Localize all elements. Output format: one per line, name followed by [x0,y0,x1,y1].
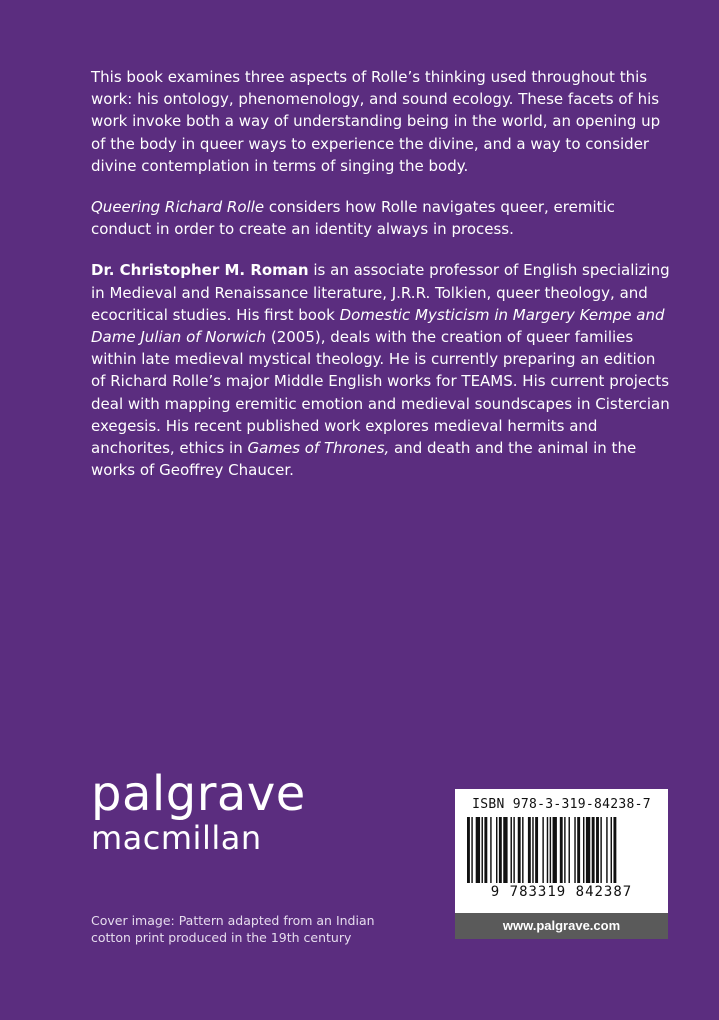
barcode-bar [596,817,599,883]
barcode-bar [482,817,483,883]
isbn-label: ISBN 978-3-319-84238-7 [472,797,651,812]
show-title: Games of Thrones, [247,439,390,458]
logo-line-macmillan: macmillan [91,819,262,857]
barcode-bar [564,817,565,883]
logo-line-palgrave: palgrave [91,766,306,822]
book-title: Queering Richard Rolle [91,198,265,217]
barcode-number: 9 783319 842387 [490,884,633,900]
barcode-bar [550,817,551,883]
barcode-bar [490,817,491,883]
barcode-bar [547,817,548,883]
barcode-bar [511,817,512,883]
barcode-bar [574,817,575,883]
barcode-bars [463,817,660,883]
barcode-bar [499,817,502,883]
publisher-logo [91,766,306,857]
author-bio-paragraph [91,259,671,481]
barcode-bar [513,817,514,883]
barcode-bar [532,817,533,883]
barcode-bar [577,817,580,883]
barcode-bar [496,817,497,883]
cover-image-credit: Cover image: Pattern adapted from an Indian cotton print produced in the 19th century [91,913,375,945]
barcode-bar [503,817,507,883]
barcode-bar [518,817,521,883]
barcode-bar [528,817,531,883]
barcode-bar [606,817,607,883]
barcode-bar [476,817,480,883]
barcode-bar [560,817,563,883]
barcode-bar [522,817,523,883]
barcode-bar [592,817,595,883]
barcode-bar [553,817,557,883]
barcode-bar [600,817,601,883]
barcode-bar [535,817,538,883]
barcode-bar [542,817,543,883]
bio-text-2: (2005), deals with the creation of queer families within late medieval mystical theology. He is currently preparing an edition of Richard Rolle’s major Middle English works for TEAMS. His current projects deal with mapping eremitic emotion and medieval soundscapes in Cistercian exegesis. His recent published work explores medieval hermits and anchorites, ethics in [91,328,670,458]
description-paragraph: This book examines three aspects of Rolle’s thinking used throughout this work: his ontology, phenomenology, and sound ecology. These facets of his work invoke both a way of understanding being in the world, an opening up of the body in queer ways to experience the divine, and a way to consider divine contemplation in terms of singing the body. [91,68,661,175]
barcode-bar [613,817,616,883]
barcode-bar [583,817,584,883]
first-book-title: Domestic Mysticism in Margery Kempe and Dame Julian of Norwich [91,305,665,347]
barcode-bar [569,817,570,883]
bio-text-3: and death and the animal in the works of Geoffrey Chaucer. [91,439,637,480]
summary-text: considers how Rolle navigates queer, eremitic conduct in order to create an identity always in process. [91,198,615,239]
author-name: Dr. Christopher M. Roman [91,261,309,280]
barcode-bar [586,817,590,883]
back-cover-blurb [91,66,671,503]
barcode-bar [467,817,470,883]
barcode-bar [611,817,612,883]
barcode-bar [471,817,472,883]
barcode-bar [484,817,487,883]
summary-paragraph [91,196,671,240]
isbn-barcode [455,789,668,913]
publisher-website: www.palgrave.com [455,913,668,939]
bio-text-1: is an associate professor of English specializing in Medieval and Renaissance literature, J.R.R. Tolkien, queer theology, and ecocritical studies. His first book [91,261,670,324]
